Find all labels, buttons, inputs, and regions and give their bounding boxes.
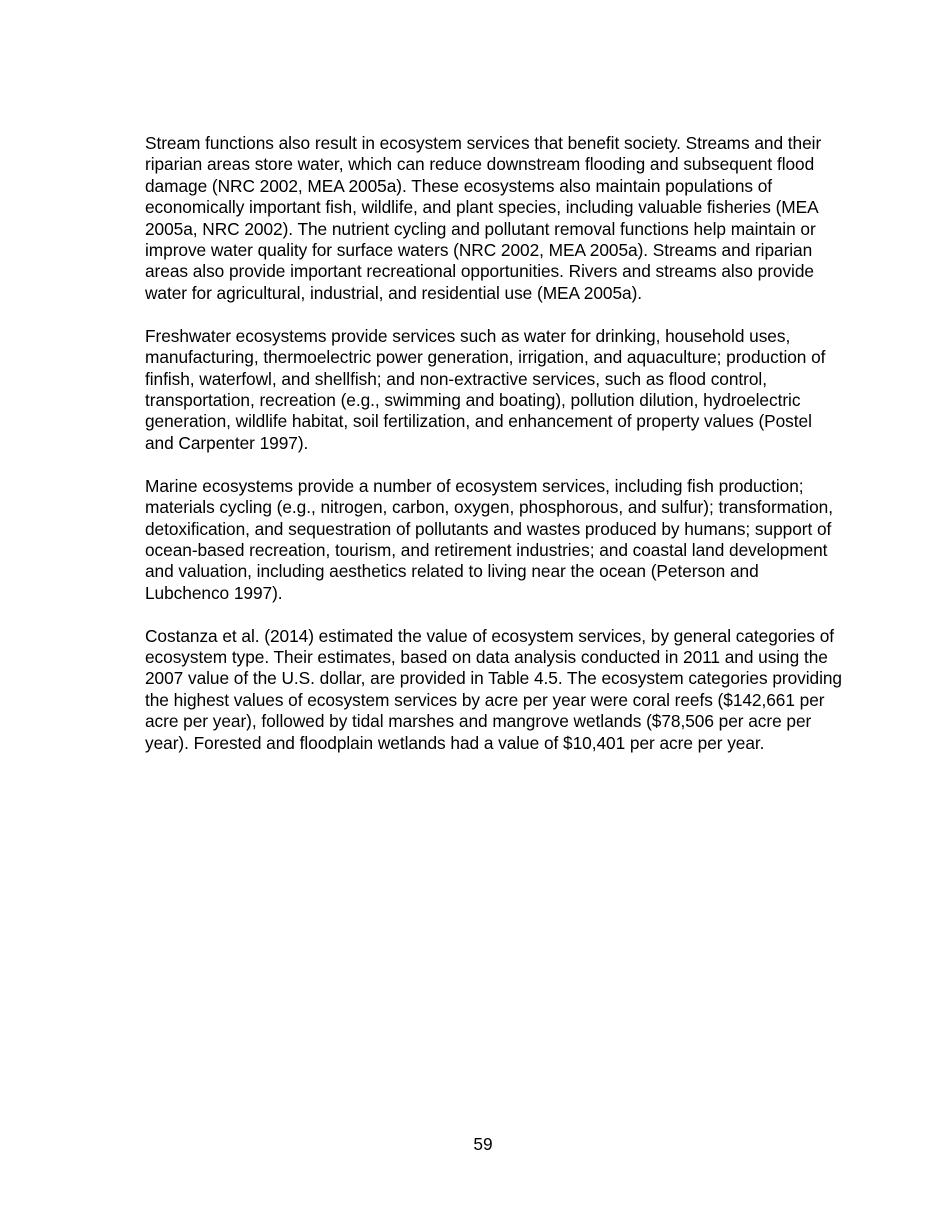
page-number: 59 — [473, 1134, 493, 1154]
paragraph-freshwater-ecosystems: Freshwater ecosystems provide services such as water for drinking, household uses, manufacturing, thermoelectric power generation, irrigation, and aquaculture; production of finfish, waterfowl, and shellfish; and non-extractive services, such as flood control, transportation, recreation (e.g., swimming and boating), pollution dilution, hydroelectric generation, wildlife habitat, soil fertilization, and enhancement of property values (Postel and Carpenter 1997). — [145, 325, 826, 453]
paragraph-ecosystem-valuation: Costanza et al. (2014) estimated the value of ecosystem services, by general categories of ecosystem type. Their estimates, based on data analysis conducted in 2011 and using the 2007 value of the U.S. dollar, are provided in Table 4.5. The ecosystem categories providing the highest values of ecosystem services by acre per year were coral reefs ($142,661 per acre per year), followed by tidal marshes and mangrove wetlands ($78,506 per acre per year). Forested and floodplain wetlands had a value of $10,401 per acre per year. — [145, 625, 842, 753]
paragraph-stream-functions: Stream functions also result in ecosystem services that benefit society. Streams and their riparian areas store water, which can reduce downstream flooding and subsequent flood damage (NRC 2002, MEA 2005a). These ecosystems also maintain populations of economically important fish, wildlife, and plant species, including valuable fisheries (MEA 2005a, NRC 2002). The nutrient cycling and pollutant removal functions help maintain or improve water quality for surface waters (NRC 2002, MEA 2005a). Streams and riparian areas also provide important recreational opportunities. Rivers and streams also provide water for agricultural, industrial, and residential use (MEA 2005a). — [145, 133, 822, 303]
body-text — [145, 133, 845, 776]
paragraph-marine-ecosystems: Marine ecosystems provide a number of ecosystem services, including fish production; materials cycling (e.g., nitrogen, carbon, oxygen, phosphorous, and sulfur); transformation, detoxification, and sequestration of pollutants and wastes produced by humans; support of ocean-based recreation, tourism, and retirement industries; and coastal land development and valuation, including aesthetics related to living near the ocean (Peterson and Lubchenco 1997). — [145, 475, 833, 603]
